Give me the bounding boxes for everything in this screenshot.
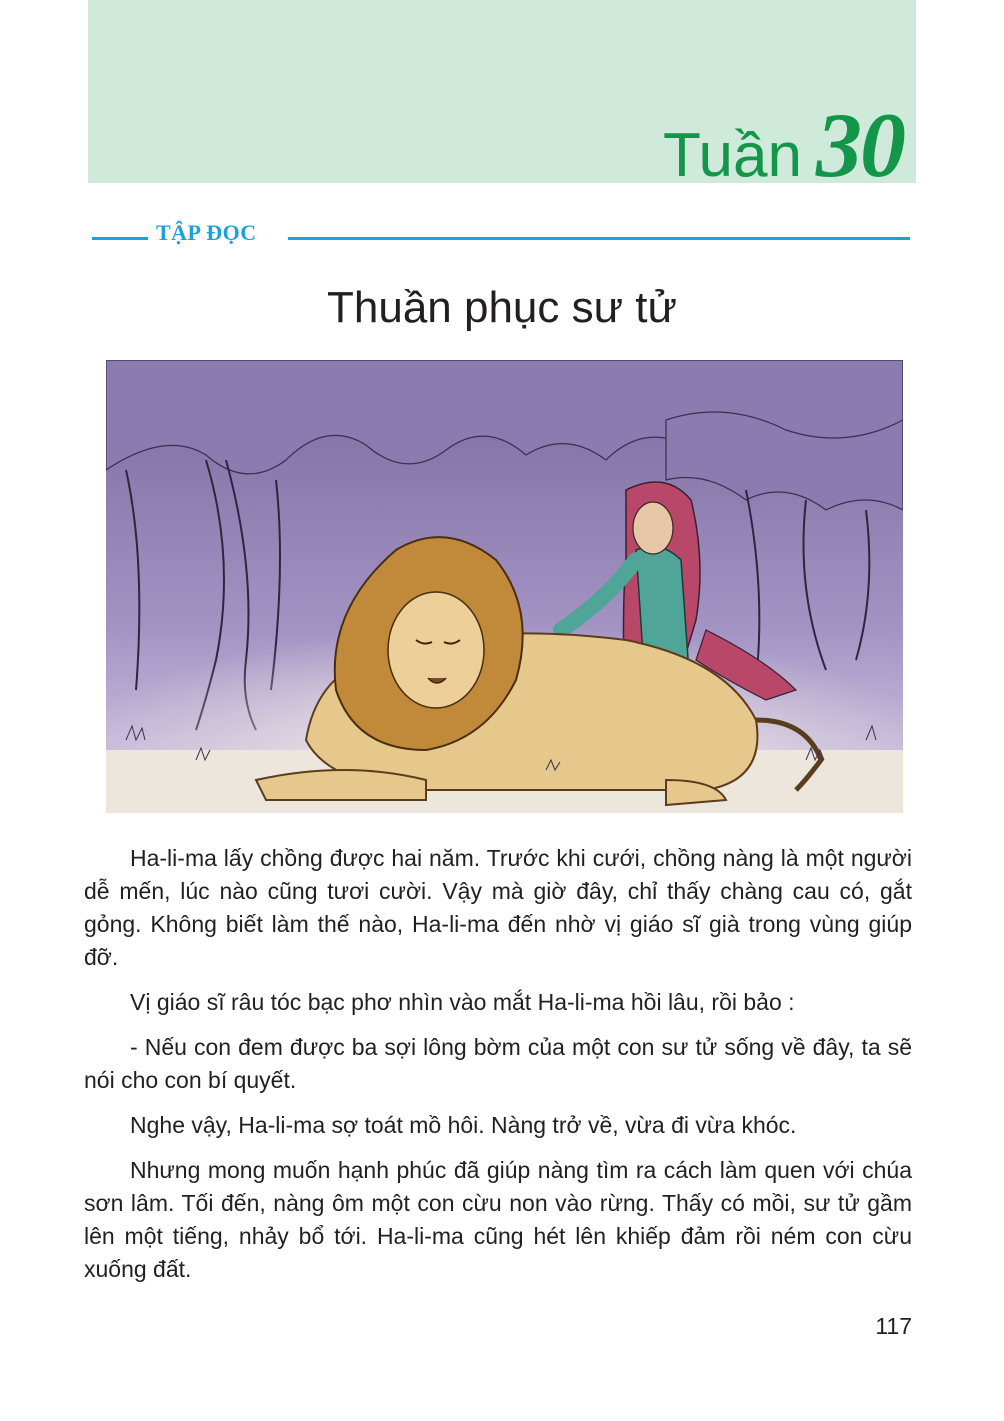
page-number: 117 — [875, 1313, 912, 1339]
paragraph-2: Vị giáo sĩ râu tóc bạc phơ nhìn vào mắt Ha-li-ma hồi lâu, rồi bảo : — [130, 989, 795, 1015]
paragraph-1: Ha-li-ma lấy chồng được hai năm. Trước khi cưới, chồng nàng là một người dễ mến, lúc nào cũng tươi cười. Vậy mà giờ đây, chỉ thấy chàng cau có, gắt gỏng. Không biết làm thế nào, Ha-li-ma đến nhờ vị giáo sĩ già trong vùng giúp đỡ. — [84, 845, 912, 970]
header-band — [88, 0, 916, 196]
lion-illustration — [106, 360, 903, 813]
section-rule-right — [288, 237, 910, 240]
story-text — [84, 842, 912, 1298]
week-number: 30 — [816, 94, 904, 196]
section-rule-left — [92, 237, 148, 240]
week-word: Tuần — [662, 121, 802, 190]
section-label: TẬP ĐỌC — [156, 220, 257, 245]
lion-and-woman-image — [106, 360, 903, 813]
lesson-title: Thuần phục sư tử — [327, 283, 677, 332]
paragraph-4: Nghe vậy, Ha-li-ma sợ toát mồ hôi. Nàng trở về, vừa đi vừa khóc. — [130, 1112, 797, 1138]
week-title — [663, 92, 904, 198]
paragraph-5: Nhưng mong muốn hạnh phúc đã giúp nàng tìm ra cách làm quen với chúa sơn lâm. Tối đến, nàng ôm một con cừu non vào rừng. Thấy có mồi, sư tử gầm lên một tiếng, nhảy bổ tới. Ha-li-ma cũng hét lên khiếp đảm rồi ném con cừu xuống đất. — [84, 1157, 912, 1282]
section-heading — [92, 220, 910, 250]
paragraph-3: - Nếu con đem được ba sợi lông bờm của một con sư tử sống về đây, ta sẽ nói cho con bí quyết. — [84, 1034, 912, 1093]
